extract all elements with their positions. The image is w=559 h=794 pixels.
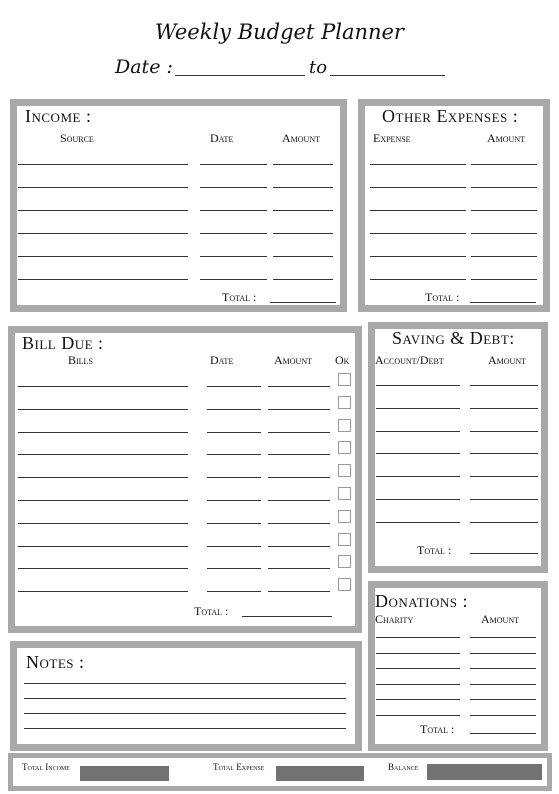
donation-charity-line[interactable] [376, 668, 460, 669]
bill-ok-checkbox[interactable] [338, 578, 351, 591]
other-expenses-total-label: Total : [425, 290, 460, 304]
income-date-line[interactable] [200, 187, 267, 188]
donations-total-field[interactable] [470, 733, 536, 734]
bill-amount-line[interactable] [268, 477, 330, 478]
bill-name-line[interactable] [18, 454, 188, 455]
other-amount-line[interactable] [471, 279, 537, 280]
income-amount-line[interactable] [273, 187, 333, 188]
bill-date-line[interactable] [207, 591, 261, 592]
bill-amount-line[interactable] [268, 500, 330, 501]
income-amount-line[interactable] [273, 210, 333, 211]
bill-date-line[interactable] [207, 568, 261, 569]
income-total-field[interactable] [270, 302, 336, 303]
balance-field[interactable] [427, 764, 542, 780]
other-expenses-total-field[interactable] [470, 302, 536, 303]
bill-name-line[interactable] [18, 546, 188, 547]
date-label: Date : [115, 56, 173, 78]
other-expense-line[interactable] [370, 187, 466, 188]
bill-date-line[interactable] [207, 386, 261, 387]
saving-debt-col-account: Account/Debt [375, 353, 444, 367]
income-col-amount: Amount [282, 131, 320, 145]
bill-due-col-date: Date [210, 353, 234, 367]
saving-account-line[interactable] [376, 408, 460, 409]
other-expense-line[interactable] [370, 164, 466, 165]
other-amount-line[interactable] [471, 187, 537, 188]
income-date-line[interactable] [200, 210, 267, 211]
notes-line[interactable] [24, 698, 346, 699]
bill-due-total-label: Total : [194, 604, 229, 618]
saving-debt-title: Saving & Debt: [392, 328, 515, 348]
other-expense-line[interactable] [370, 210, 466, 211]
bill-date-line[interactable] [207, 523, 261, 524]
donations-total-label: Total : [420, 722, 455, 736]
saving-account-line[interactable] [376, 431, 460, 432]
bill-amount-line[interactable] [268, 454, 330, 455]
page-title: Weekly Budget Planner [155, 20, 404, 44]
donation-amount-line[interactable] [470, 637, 536, 638]
income-source-line[interactable] [18, 187, 188, 188]
donation-charity-line[interactable] [376, 653, 460, 654]
saving-account-line[interactable] [376, 385, 460, 386]
income-amount-line[interactable] [273, 233, 333, 234]
bill-due-col-ok: Ok [335, 353, 350, 367]
total-expense-field[interactable] [276, 766, 364, 781]
date-end-field[interactable] [330, 75, 445, 76]
saving-amount-line[interactable] [470, 522, 538, 523]
donation-charity-line[interactable] [376, 684, 460, 685]
balance-label: Balance [388, 762, 419, 772]
saving-amount-line[interactable] [470, 431, 538, 432]
donation-charity-line[interactable] [376, 699, 460, 700]
bill-amount-line[interactable] [268, 523, 330, 524]
other-expenses-col-amount: Amount [487, 131, 525, 145]
bill-ok-checkbox[interactable] [338, 396, 351, 409]
bill-ok-checkbox[interactable] [338, 555, 351, 568]
bill-date-line[interactable] [207, 409, 261, 410]
other-expense-line[interactable] [370, 279, 466, 280]
date-to-label: to [309, 57, 328, 78]
other-expenses-title: Other Expenses : [382, 106, 519, 126]
income-amount-line[interactable] [273, 256, 333, 257]
bill-name-line[interactable] [18, 386, 188, 387]
date-start-field[interactable] [175, 75, 305, 76]
saving-amount-line[interactable] [470, 476, 538, 477]
saving-debt-col-amount: Amount [488, 353, 526, 367]
other-expenses-col-expense: Expense [373, 131, 411, 145]
bill-due-panel [8, 326, 362, 633]
donation-amount-line[interactable] [470, 715, 536, 716]
donation-amount-line[interactable] [470, 653, 536, 654]
bill-due-title: Bill Due : [22, 333, 104, 353]
bill-ok-checkbox[interactable] [338, 441, 351, 454]
saving-account-line[interactable] [376, 522, 460, 523]
saving-debt-total-label: Total : [417, 543, 452, 557]
bill-date-line[interactable] [207, 477, 261, 478]
bill-amount-line[interactable] [268, 386, 330, 387]
bill-ok-checkbox[interactable] [338, 510, 351, 523]
bill-due-col-amount: Amount [274, 353, 312, 367]
donation-charity-line[interactable] [376, 715, 460, 716]
bill-due-col-bills: Bills [68, 353, 93, 367]
donation-amount-line[interactable] [470, 699, 536, 700]
notes-line[interactable] [24, 713, 346, 714]
bill-name-line[interactable] [18, 523, 188, 524]
notes-title: Notes : [26, 652, 85, 672]
other-amount-line[interactable] [471, 164, 537, 165]
income-amount-line[interactable] [273, 279, 333, 280]
bill-date-line[interactable] [207, 432, 261, 433]
income-date-line[interactable] [200, 256, 267, 257]
bill-date-line[interactable] [207, 546, 261, 547]
saving-debt-total-field[interactable] [470, 553, 538, 554]
bill-due-total-field[interactable] [242, 616, 332, 617]
saving-amount-line[interactable] [470, 453, 538, 454]
bill-name-line[interactable] [18, 591, 188, 592]
income-total-label: Total : [222, 290, 257, 304]
income-source-line[interactable] [18, 210, 188, 211]
bill-ok-checkbox[interactable] [338, 373, 351, 386]
notes-line[interactable] [24, 683, 346, 684]
bill-amount-line[interactable] [268, 568, 330, 569]
other-amount-line[interactable] [471, 210, 537, 211]
income-source-line[interactable] [18, 164, 188, 165]
bill-name-line[interactable] [18, 432, 188, 433]
income-date-line[interactable] [200, 279, 267, 280]
income-source-line[interactable] [18, 256, 188, 257]
bill-ok-checkbox[interactable] [338, 419, 351, 432]
bill-name-line[interactable] [18, 568, 188, 569]
other-expense-line[interactable] [370, 256, 466, 257]
total-expense-label: Total Expense [213, 762, 265, 772]
income-date-line[interactable] [200, 164, 267, 165]
bill-date-line[interactable] [207, 500, 261, 501]
notes-line[interactable] [24, 728, 346, 729]
bill-ok-checkbox[interactable] [338, 464, 351, 477]
bill-date-line[interactable] [207, 454, 261, 455]
income-amount-line[interactable] [273, 164, 333, 165]
saving-account-line[interactable] [376, 453, 460, 454]
saving-amount-line[interactable] [470, 499, 538, 500]
income-col-source: Source [60, 131, 94, 145]
bill-amount-line[interactable] [268, 591, 330, 592]
bill-amount-line[interactable] [268, 432, 330, 433]
donations-title: Donations : [375, 591, 468, 611]
donation-charity-line[interactable] [376, 637, 460, 638]
income-col-date: Date [210, 131, 234, 145]
bill-amount-line[interactable] [268, 546, 330, 547]
donations-col-charity: Charity [375, 612, 414, 626]
income-date-line[interactable] [200, 233, 267, 234]
donations-col-amount: Amount [481, 612, 519, 626]
total-income-field[interactable] [80, 766, 169, 781]
other-expense-line[interactable] [370, 233, 466, 234]
other-amount-line[interactable] [471, 256, 537, 257]
bill-name-line[interactable] [18, 500, 188, 501]
bill-amount-line[interactable] [268, 409, 330, 410]
income-source-line[interactable] [18, 233, 188, 234]
other-amount-line[interactable] [471, 233, 537, 234]
bill-name-line[interactable] [18, 477, 188, 478]
total-income-label: Total Income [22, 762, 70, 772]
bill-ok-checkbox[interactable] [338, 487, 351, 500]
income-source-line[interactable] [18, 279, 188, 280]
donation-amount-line[interactable] [470, 684, 536, 685]
saving-amount-line[interactable] [470, 408, 538, 409]
bill-name-line[interactable] [18, 409, 188, 410]
donation-amount-line[interactable] [470, 668, 536, 669]
income-title: Income : [25, 106, 92, 126]
saving-amount-line[interactable] [470, 385, 538, 386]
saving-account-line[interactable] [376, 499, 460, 500]
saving-account-line[interactable] [376, 476, 460, 477]
bill-ok-checkbox[interactable] [338, 533, 351, 546]
